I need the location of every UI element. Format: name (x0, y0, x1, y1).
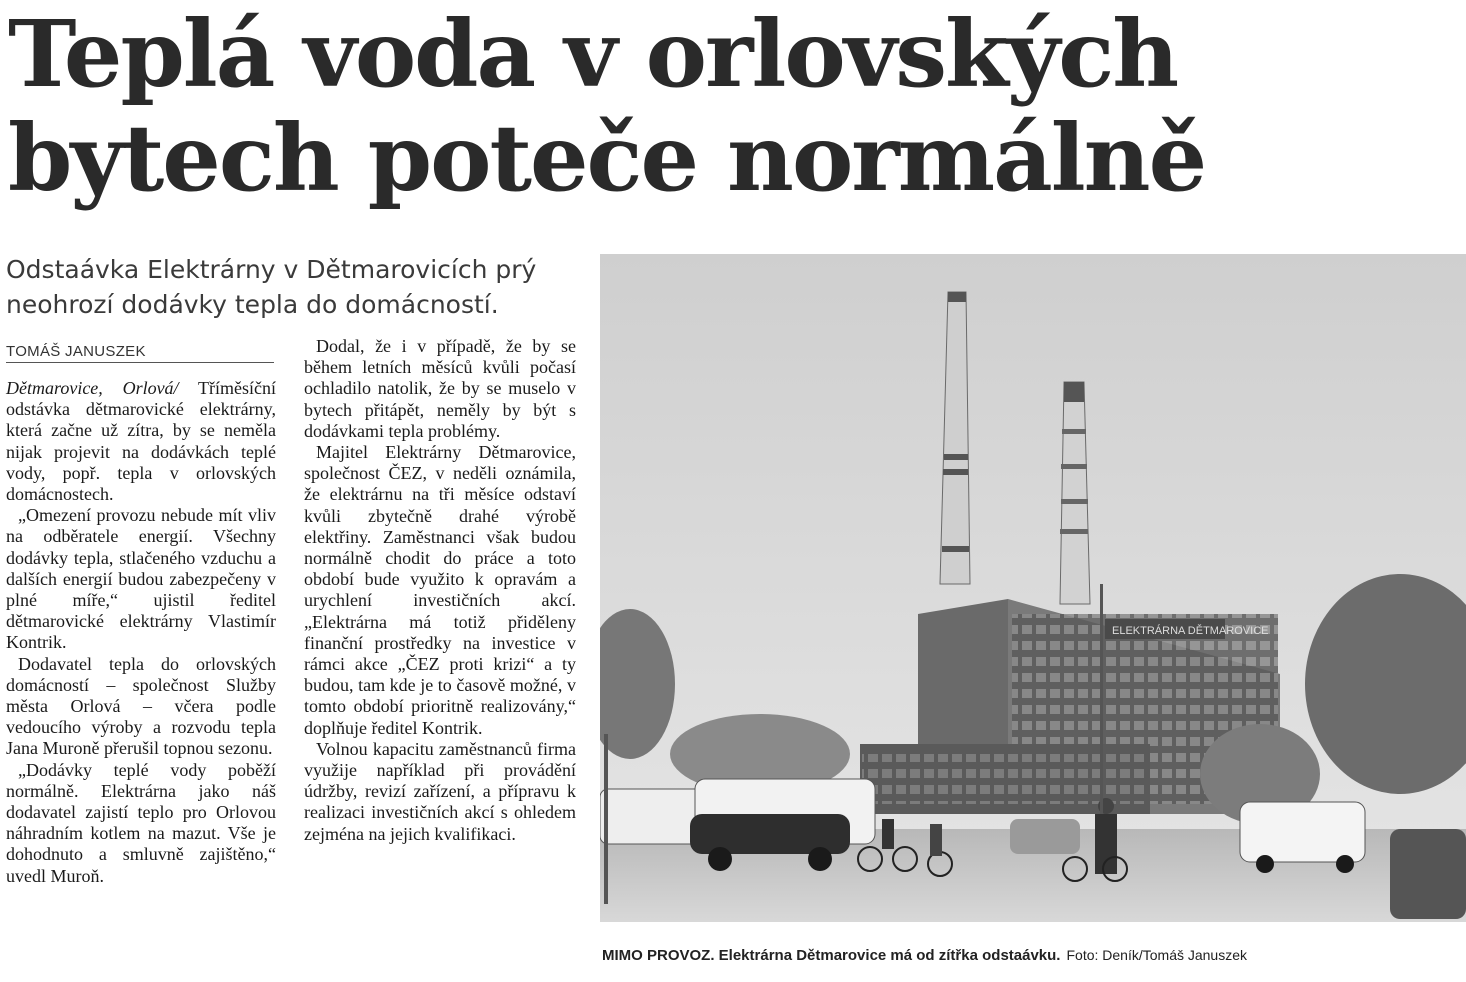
paragraph: Dodal, že i v případě, že by se během letních měsíců kvůli počasí ochladilo natolik, že by se muselo v bytech přitápět, neměly by být s dodávkami tepla problémy. (304, 336, 576, 441)
subheadline-line-1: Odstaávka Elektrárny v Dětmarovicích prý (6, 255, 537, 284)
paragraph: „Dodávky teplé vody poběží normálně. Elektrárna jako náš dodavatel zajistí teplo pro Orlovou náhradním kotlem na mazut. Vše je dohodnuto a smluvně zajištěno,“ uvedl Muroň. (6, 759, 276, 886)
paragraph: Dodavatel tepla do orlovských domácností – společnost Služby města Orlová – včera podle vedoucího výroby a rozvodu tepla Jana Muroně přerušil topnou sezonu. (6, 653, 276, 759)
subheadline-line-2: neohrozí dodávky tepla do domácností. (6, 290, 499, 319)
article-column-1 (6, 378, 276, 887)
paragraph: Majitel Elektrárny Dětmarovice, společnost ČEZ, v neděli oznámila, že elektrárnu na tři měsíce odstaví kvůli zbytečně drahé výrobě elektřiny. Zaměstnanci však budou normálně chodit do práce a toto období bude využito k opravám a urychlení investičních akcí. „Elektrárna má totiž přiděleny finanční prostředky na investice v rámci akce „ČEZ proti krizi“ a ty budou, tam kde je to časově možné, v tomto období prioritně realizovány,“ doplňuje ředitel Kontrik. (304, 442, 576, 738)
subheadline (6, 252, 586, 322)
power-plant-photo (600, 254, 1466, 922)
paragraph: Volnou kapacitu zaměstnanců firma využije například při provádění údržby, revizí zařízení, a přípravu k realizaci investičních akcí s ohledem zejména na jejich kvalifikaci. (304, 738, 576, 844)
paragraph: „Omezení provozu nebude mít vliv na odběratele energií. Všechny dodávky tepla, stlačeného vzduchu a dalších energií budou zabezpečeny v plné míře,“ ujistil ředitel dětmarovické elektrárny Vlastimír Kontrik. (6, 505, 276, 653)
paragraph (6, 378, 276, 505)
article-column-2 (304, 336, 576, 845)
headline-line-2: bytech poteče normálně (8, 104, 1206, 212)
headline (8, 2, 1208, 210)
photo-credit: Foto: Deník/Tomáš Januszek (1066, 947, 1248, 963)
photo-caption (602, 945, 1466, 966)
author-byline: TOMÁŠ JANUSZEK (6, 342, 274, 363)
caption-text: MIMO PROVOZ. Elektrárna Dětmarovice má od zítřka odstaávku. (602, 947, 1061, 964)
headline-line-1: Teplá voda v orlovských (8, 0, 1178, 108)
dateline: Dětmarovice, Orlová/ (6, 378, 179, 398)
paragraph-text: Tříměsíční odstávka dětmarovické elektrárny, která začne už zítra, by se neměla nijak projevit na dodávkách teplé vody, popř. tepla v orlovských domácnostech. (6, 378, 276, 505)
building-sign: ELEKTRÁRNA DĚTMAROVICE (1112, 625, 1269, 637)
